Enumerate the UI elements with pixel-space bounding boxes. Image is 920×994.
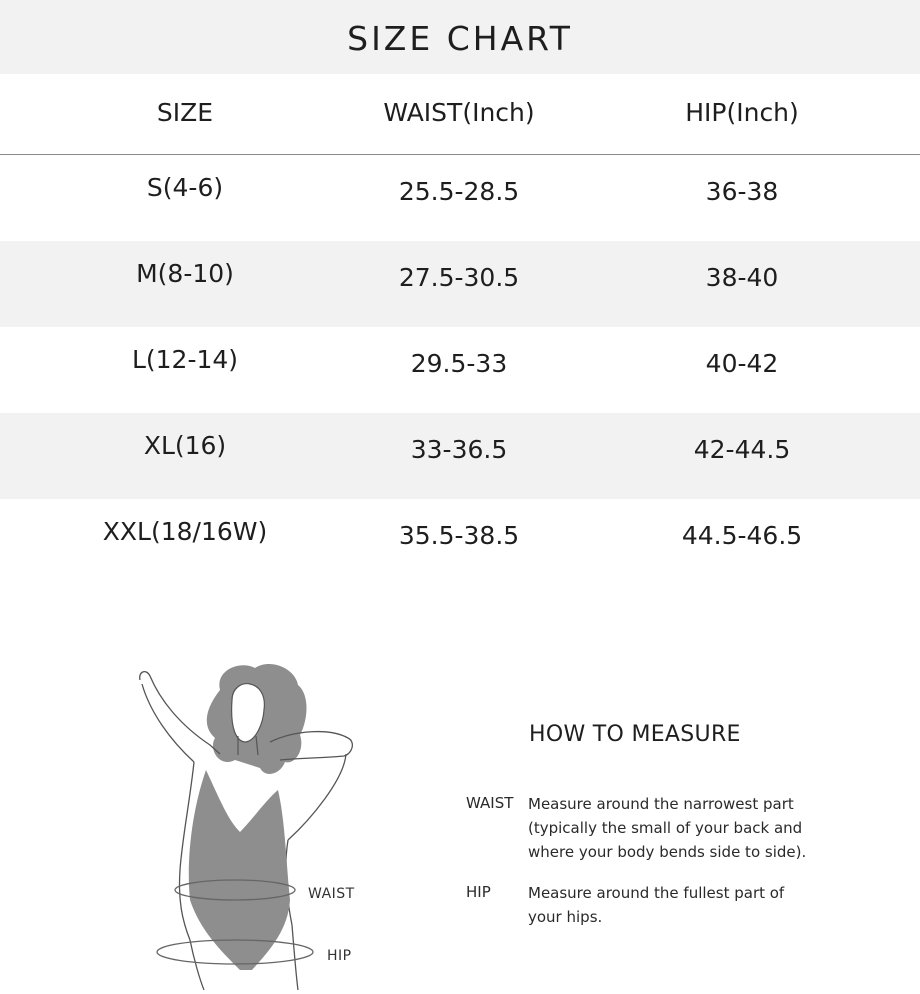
waist-cell: 27.5-30.5: [398, 263, 520, 292]
hip-term: HIP: [466, 883, 491, 901]
hip-cell: 38-40: [705, 263, 779, 292]
table-row: [0, 327, 920, 413]
waist-desc-line: Measure around the narrowest part: [528, 795, 794, 813]
header-waist: WAIST(Inch): [383, 98, 535, 127]
table-row: [0, 499, 920, 585]
size-cell: M(8-10): [136, 259, 234, 288]
size-cell: S(4-6): [146, 173, 224, 202]
waist-cell: 35.5-38.5: [398, 521, 520, 550]
size-cell: L(12-14): [131, 345, 239, 374]
waist-desc-line: where your body bends side to side).: [528, 843, 807, 861]
hip-desc-line: Measure around the fullest part of: [528, 884, 785, 902]
table-row: [0, 413, 920, 499]
hip-label: HIP: [327, 948, 352, 964]
hip-description: [528, 881, 828, 929]
size-cell: XL(16): [143, 431, 227, 460]
hip-desc-line: your hips.: [528, 908, 603, 926]
body-figure: [120, 650, 380, 990]
table-header: [0, 74, 920, 155]
table-row: [0, 241, 920, 327]
table-row: [0, 155, 920, 241]
waist-cell: 33-36.5: [410, 435, 508, 464]
how-to-measure-title: HOW TO MEASURE: [529, 722, 741, 747]
header-hip: HIP(Inch): [685, 98, 799, 127]
hip-cell: 44.5-46.5: [681, 521, 803, 550]
title-bar: [0, 0, 920, 74]
size-cell: XXL(18/16W): [102, 517, 268, 546]
waist-label: WAIST: [308, 886, 355, 902]
body-illustration: [120, 650, 380, 990]
waist-desc-line: (typically the small of your back and: [528, 819, 803, 837]
waist-cell: 25.5-28.5: [398, 177, 520, 206]
waist-term: WAIST: [466, 794, 514, 812]
hip-cell: 40-42: [705, 349, 779, 378]
page-title: SIZE CHART: [347, 18, 573, 58]
hip-cell: 36-38: [705, 177, 779, 206]
header-size: SIZE: [156, 98, 214, 127]
hip-cell: 42-44.5: [693, 435, 791, 464]
waist-description: [528, 792, 828, 864]
waist-cell: 29.5-33: [410, 349, 508, 378]
